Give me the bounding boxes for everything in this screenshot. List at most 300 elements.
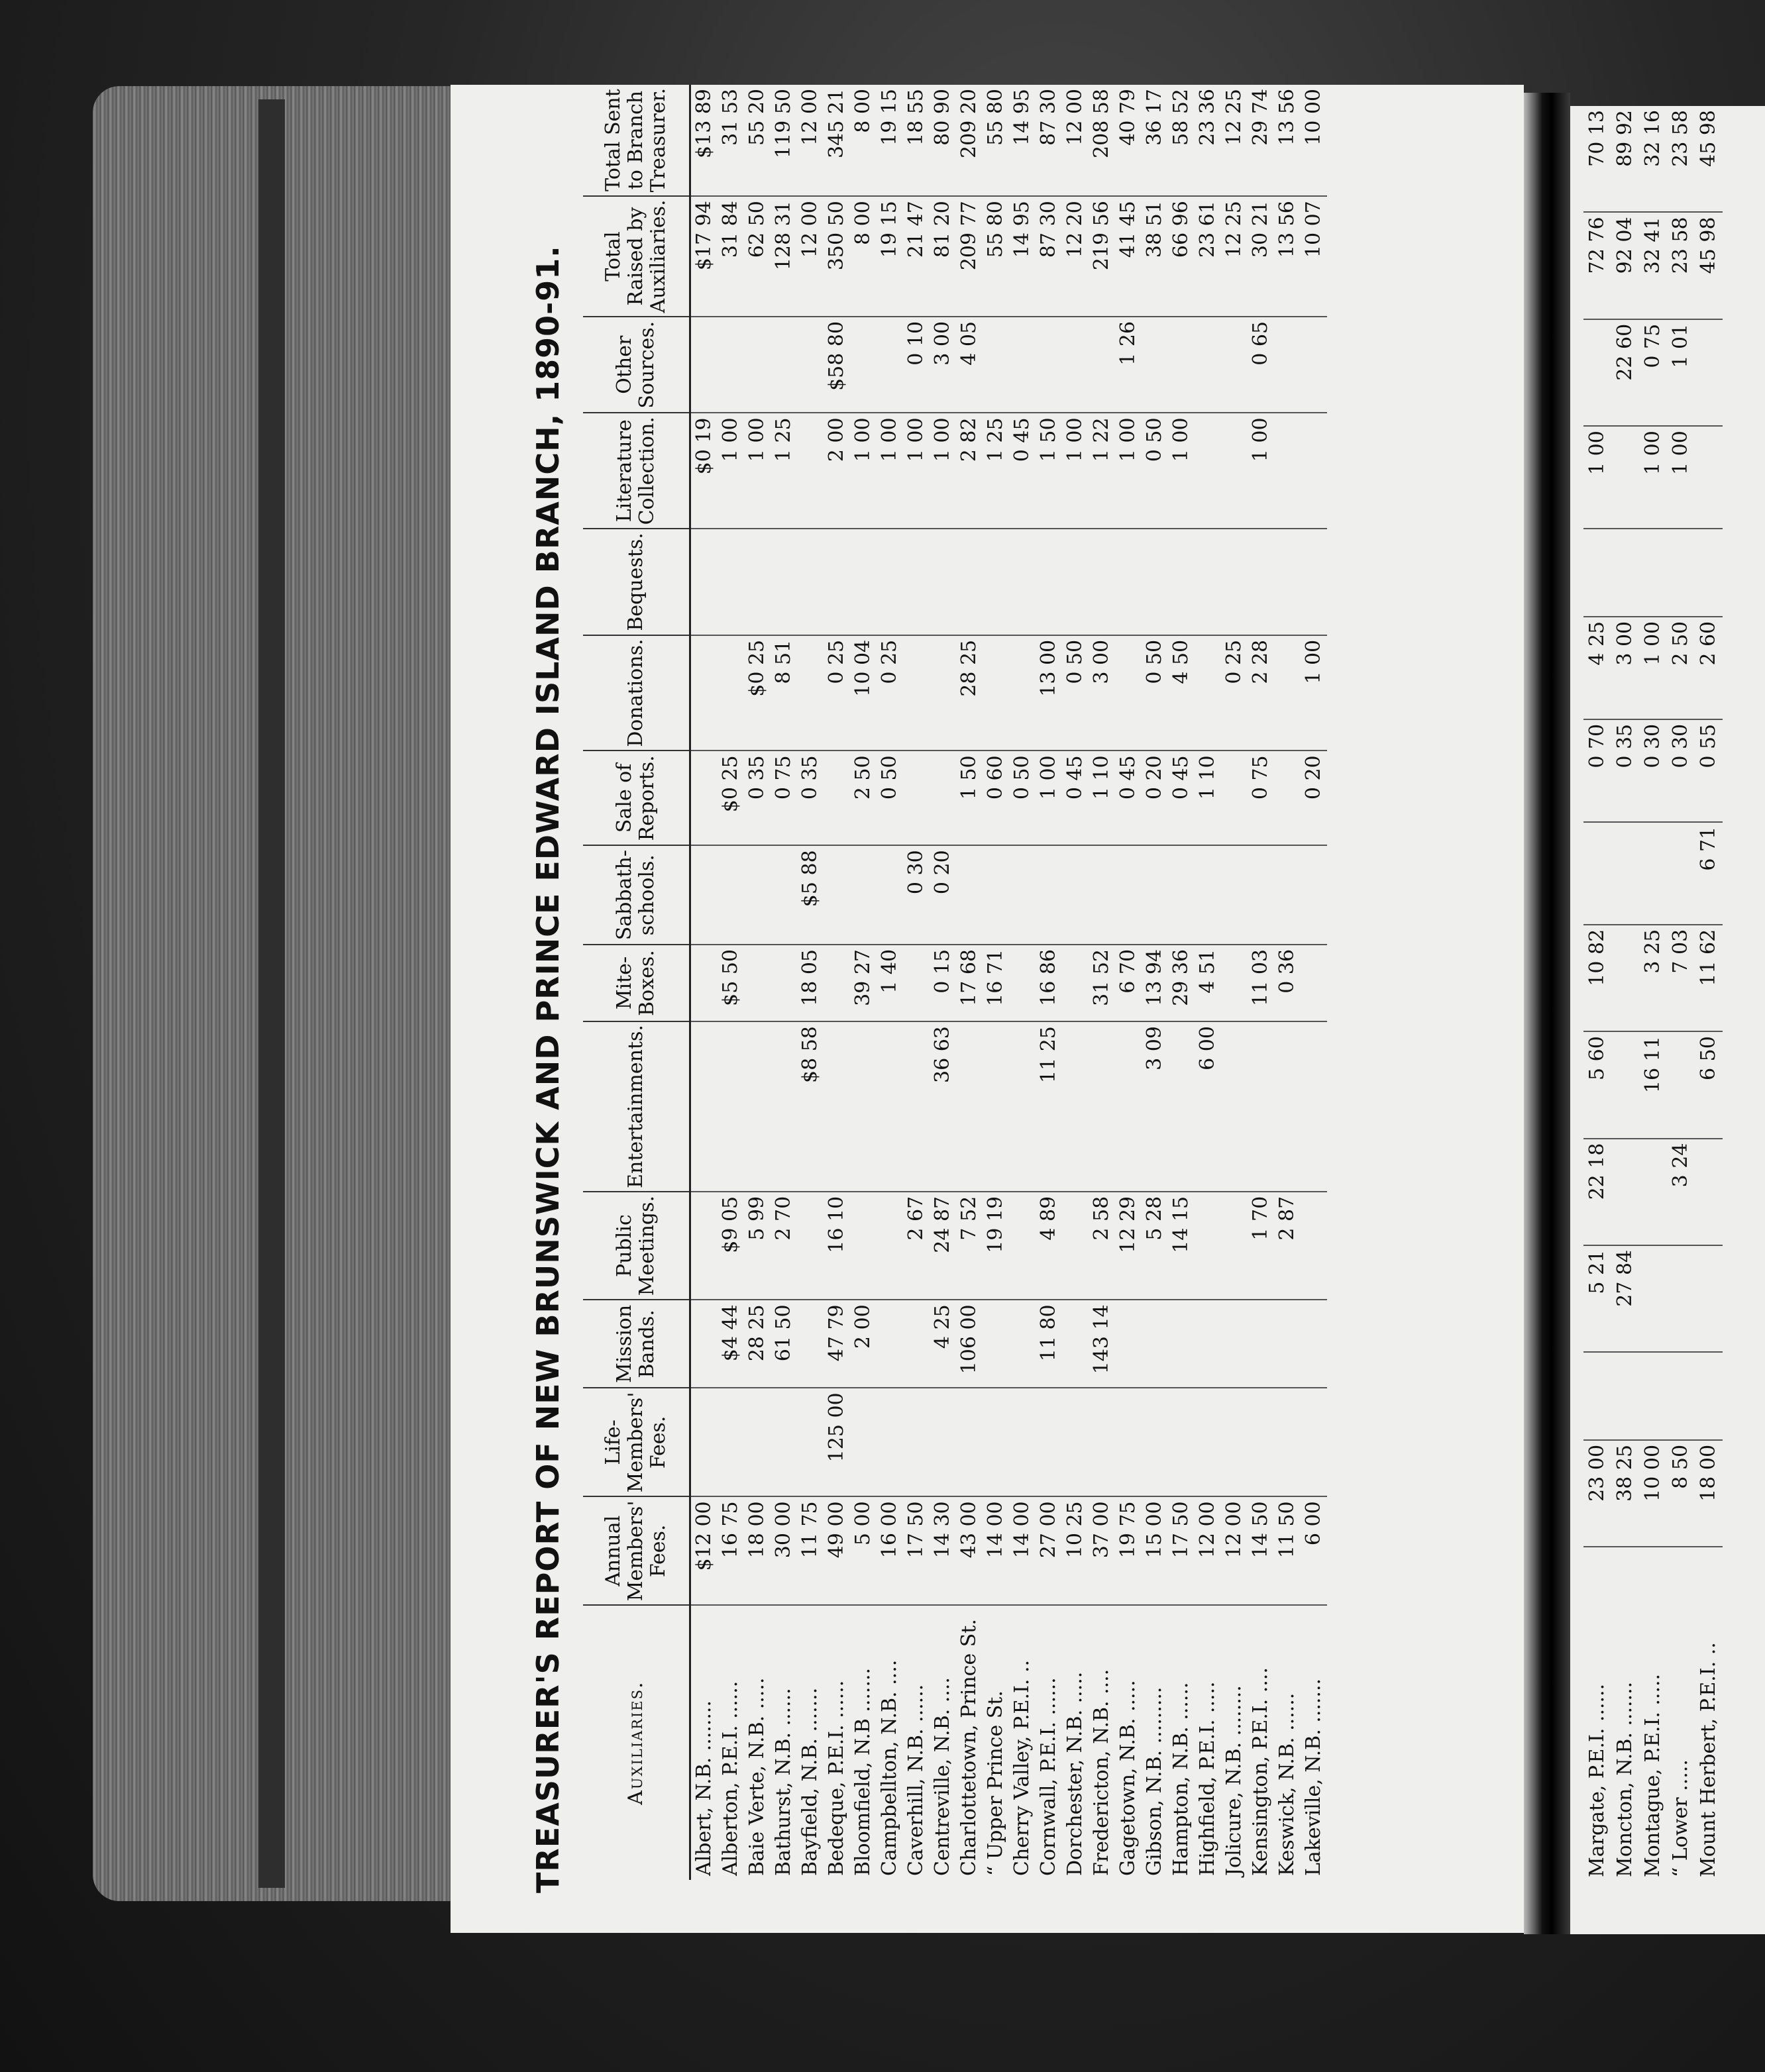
- amount-cell: 4 50: [1168, 635, 1195, 751]
- amount-cell: 21 47: [903, 196, 930, 317]
- amount-cell: [1089, 1388, 1115, 1496]
- amount-cell: [877, 1192, 903, 1300]
- amount-cell: [1195, 529, 1221, 635]
- amount-cell: 0 25: [824, 635, 850, 751]
- amount-cell: 0 70: [1583, 719, 1611, 822]
- column-header: Literature Collection.: [583, 413, 690, 529]
- amount-cell: 55 20: [744, 85, 771, 196]
- amount-cell: 12 00: [1221, 1496, 1248, 1605]
- amount-cell: [1009, 845, 1036, 945]
- amount-cell: [744, 1388, 771, 1496]
- amount-cell: [1695, 426, 1723, 529]
- amount-cell: 17 68: [956, 945, 983, 1021]
- table-row: [1639, 106, 1667, 1881]
- amount-cell: [1611, 529, 1639, 617]
- amount-cell: [903, 751, 930, 845]
- amount-cell: 19 75: [1115, 1496, 1142, 1605]
- amount-cell: [1221, 751, 1248, 845]
- amount-cell: [1274, 317, 1301, 413]
- amount-cell: 8 50: [1667, 1440, 1695, 1547]
- amount-cell: [1611, 822, 1639, 925]
- amount-cell: [797, 635, 824, 751]
- amount-cell: [1221, 1300, 1248, 1388]
- amount-cell: 22 60: [1611, 319, 1639, 426]
- amount-cell: 40 79: [1115, 85, 1142, 196]
- amount-cell: 23 61: [1195, 196, 1221, 317]
- auxiliary-name-cell: Gibson, N.B. .........: [1143, 1686, 1166, 1876]
- auxiliary-name-cell: Cherry Valley, P.E.I. ..: [1010, 1659, 1034, 1876]
- amount-cell: [824, 945, 850, 1021]
- amount-cell: 66 96: [1168, 196, 1195, 317]
- amount-cell: 37 00: [1089, 1496, 1115, 1605]
- amount-cell: [1274, 635, 1301, 751]
- amount-cell: 41 45: [1115, 196, 1142, 317]
- amount-cell: [903, 945, 930, 1021]
- table-row: [1142, 85, 1168, 1880]
- amount-cell: 10 25: [1062, 1496, 1089, 1605]
- table-body: [690, 85, 1328, 1880]
- amount-cell: 43 00: [956, 1496, 983, 1605]
- auxiliary-name-cell: Lakeville, N.B. .......: [1302, 1678, 1325, 1876]
- amount-cell: 23 00: [1583, 1440, 1611, 1547]
- amount-cell: [983, 845, 1009, 945]
- amount-cell: 12 25: [1221, 85, 1248, 196]
- table-row: [930, 85, 956, 1880]
- amount-cell: [1695, 319, 1723, 426]
- amount-cell: [1695, 1352, 1723, 1440]
- table-row: [1667, 106, 1695, 1881]
- amount-cell: $12 00: [690, 1496, 718, 1605]
- amount-cell: [1036, 845, 1062, 945]
- amount-cell: [983, 317, 1009, 413]
- amount-cell: [877, 1021, 903, 1192]
- amount-cell: 125 00: [824, 1388, 850, 1496]
- amount-cell: [1089, 317, 1115, 413]
- auxiliary-name-cell: Campbellton, N.B. ....: [878, 1659, 901, 1876]
- amount-cell: 10 04: [850, 635, 877, 751]
- amount-cell: 36 63: [930, 1021, 956, 1192]
- amount-cell: [1062, 1300, 1089, 1388]
- auxiliary-name-cell: Margate, P.E.I. ......: [1585, 1683, 1609, 1877]
- amount-cell: [1667, 1031, 1695, 1138]
- amount-cell: [1695, 1139, 1723, 1245]
- amount-cell: [903, 1021, 930, 1192]
- amount-cell: 2 67: [903, 1192, 930, 1300]
- amount-cell: [744, 1021, 771, 1192]
- amount-cell: [1583, 529, 1611, 617]
- auxiliary-name-cell: Alberton, P.E.I. ......: [719, 1681, 742, 1876]
- table-row: [824, 85, 850, 1880]
- amount-cell: 12 25: [1221, 196, 1248, 317]
- amount-cell: [1195, 1192, 1221, 1300]
- amount-cell: 0 50: [1062, 635, 1089, 751]
- column-header: Other Sources.: [583, 317, 690, 413]
- amount-cell: [930, 1388, 956, 1496]
- amount-cell: [1009, 1388, 1036, 1496]
- amount-cell: 27 84: [1611, 1245, 1639, 1352]
- amount-cell: [1695, 529, 1723, 617]
- amount-cell: [1195, 635, 1221, 751]
- amount-cell: 5 60: [1583, 1031, 1611, 1138]
- amount-cell: [1667, 1245, 1695, 1352]
- amount-cell: [1611, 925, 1639, 1031]
- amount-cell: [850, 1388, 877, 1496]
- amount-cell: 7 03: [1667, 925, 1695, 1031]
- auxiliary-name-cell: Bathurst, N.B. ......: [772, 1688, 795, 1876]
- amount-cell: 80 90: [930, 85, 956, 196]
- amount-cell: 1 00: [1583, 426, 1611, 529]
- amount-cell: 128 31: [771, 196, 797, 317]
- table-row: [771, 85, 797, 1880]
- amount-cell: [690, 1300, 718, 1388]
- amount-cell: 3 00: [1611, 617, 1639, 719]
- amount-cell: [1583, 319, 1611, 426]
- amount-cell: 0 75: [1248, 751, 1274, 845]
- amount-cell: 15 00: [1142, 1496, 1168, 1605]
- amount-cell: 16 75: [718, 1496, 744, 1605]
- amount-cell: [930, 635, 956, 751]
- amount-cell: 106 00: [956, 1300, 983, 1388]
- amount-cell: 18 00: [744, 1496, 771, 1605]
- amount-cell: 0 15: [930, 945, 956, 1021]
- rotated-right-page-content: [1570, 106, 1765, 1934]
- amount-cell: 5 21: [1583, 1245, 1611, 1352]
- amount-cell: 0 20: [1142, 751, 1168, 845]
- amount-cell: [1301, 529, 1327, 635]
- amount-cell: 1 00: [1301, 635, 1327, 751]
- amount-cell: [824, 529, 850, 635]
- amount-cell: 70 13: [1583, 106, 1611, 212]
- amount-cell: 92 04: [1611, 212, 1639, 319]
- amount-cell: [956, 1021, 983, 1192]
- amount-cell: 0 65: [1248, 317, 1274, 413]
- auxiliary-name-cell: Montague, P.E.I. .....: [1641, 1673, 1664, 1877]
- auxiliary-name-cell: Mount Herbert, P.E.I. ..: [1697, 1642, 1720, 1877]
- amount-cell: [718, 1021, 744, 1192]
- amount-cell: [1274, 413, 1301, 529]
- amount-cell: $17 94: [690, 196, 718, 317]
- amount-cell: [1301, 945, 1327, 1021]
- auxiliary-name-cell: Fredericton, N.B. ....: [1090, 1669, 1113, 1876]
- amount-cell: 1 26: [1115, 317, 1142, 413]
- amount-cell: [1667, 822, 1695, 925]
- amount-cell: [797, 1388, 824, 1496]
- amount-cell: [1274, 1300, 1301, 1388]
- auxiliary-name-cell: Dorchester, N.B. .....: [1063, 1671, 1087, 1876]
- amount-cell: [1115, 635, 1142, 751]
- amount-cell: 2 00: [850, 1300, 877, 1388]
- amount-cell: 10 00: [1301, 85, 1327, 196]
- amount-cell: [1062, 1021, 1089, 1192]
- amount-cell: 11 80: [1036, 1300, 1062, 1388]
- amount-cell: [690, 1388, 718, 1496]
- amount-cell: 3 25: [1639, 925, 1667, 1031]
- amount-cell: [1583, 1352, 1611, 1440]
- amount-cell: 1 00: [930, 413, 956, 529]
- amount-cell: [1195, 1388, 1221, 1496]
- auxiliary-name-cell: Kensington, P.E.I. ....: [1249, 1667, 1272, 1876]
- amount-cell: 0 35: [797, 751, 824, 845]
- amount-cell: [1583, 822, 1611, 925]
- amount-cell: [1301, 413, 1327, 529]
- amount-cell: 14 00: [983, 1496, 1009, 1605]
- amount-cell: $9 05: [718, 1192, 744, 1300]
- amount-cell: 1 25: [771, 413, 797, 529]
- amount-cell: [1062, 1388, 1089, 1496]
- amount-cell: 12 00: [1195, 1496, 1221, 1605]
- amount-cell: [1062, 945, 1089, 1021]
- table-row: [1611, 106, 1639, 1881]
- amount-cell: 3 00: [1089, 635, 1115, 751]
- auxiliary-name-cell: Gagetown, N.B. .....: [1116, 1680, 1140, 1876]
- amount-cell: 0 30: [1667, 719, 1695, 822]
- amount-cell: 3 00: [930, 317, 956, 413]
- table-row: [1301, 85, 1327, 1880]
- table-row: [1248, 85, 1274, 1880]
- amount-cell: 55 80: [983, 196, 1009, 317]
- amount-cell: 1 50: [956, 751, 983, 845]
- amount-cell: [1115, 1388, 1142, 1496]
- amount-cell: 7 52: [956, 1192, 983, 1300]
- table-row: [1168, 85, 1195, 1880]
- amount-cell: [1168, 1388, 1195, 1496]
- auxiliary-name-cell: Centreville, N.B. ....: [931, 1677, 954, 1876]
- amount-cell: [718, 317, 744, 413]
- amount-cell: [1639, 1352, 1667, 1440]
- amount-cell: [718, 529, 744, 635]
- amount-cell: [771, 945, 797, 1021]
- column-header: Donations.: [583, 635, 690, 751]
- amount-cell: 23 58: [1667, 106, 1695, 212]
- amount-cell: [1009, 945, 1036, 1021]
- amount-cell: 0 20: [1301, 751, 1327, 845]
- amount-cell: [1142, 529, 1168, 635]
- amount-cell: [877, 1388, 903, 1496]
- auxiliary-name-cell: Baie Verte, N.B. .....: [745, 1677, 769, 1876]
- amount-cell: 4 25: [1583, 617, 1611, 719]
- amount-cell: [1036, 529, 1062, 635]
- amount-cell: 19 15: [877, 85, 903, 196]
- amount-cell: [1667, 529, 1695, 617]
- amount-cell: 87 30: [1036, 85, 1062, 196]
- amount-cell: 2 50: [1667, 617, 1695, 719]
- auxiliary-name-cell: Moncton, N.B. .......: [1613, 1681, 1636, 1877]
- amount-cell: 14 15: [1168, 1192, 1195, 1300]
- amount-cell: 29 36: [1168, 945, 1195, 1021]
- amount-cell: 2 00: [824, 413, 850, 529]
- amount-cell: 72 76: [1583, 212, 1611, 319]
- amount-cell: [1089, 529, 1115, 635]
- auxiliary-name-cell: Bayfield, N.B. .......: [798, 1687, 822, 1876]
- amount-cell: 2 50: [850, 751, 877, 845]
- amount-cell: 1 10: [1195, 751, 1221, 845]
- amount-cell: 0 50: [1009, 751, 1036, 845]
- amount-cell: [1168, 317, 1195, 413]
- amount-cell: [1301, 1388, 1327, 1496]
- amount-cell: [1062, 317, 1089, 413]
- amount-cell: 30 21: [1248, 196, 1274, 317]
- amount-cell: 1 00: [1168, 413, 1195, 529]
- amount-cell: 0 25: [1221, 635, 1248, 751]
- amount-cell: [824, 1021, 850, 1192]
- amount-cell: 4 05: [956, 317, 983, 413]
- amount-cell: 11 75: [797, 1496, 824, 1605]
- amount-cell: [903, 635, 930, 751]
- column-header: Mite-Boxes.: [583, 945, 690, 1021]
- amount-cell: [1036, 317, 1062, 413]
- amount-cell: 1 00: [1062, 413, 1089, 529]
- auxiliary-name-cell: Bloomfield, N.B .......: [851, 1667, 875, 1876]
- amount-cell: 0 20: [930, 845, 956, 945]
- amount-cell: [1062, 1192, 1089, 1300]
- amount-cell: [771, 1388, 797, 1496]
- amount-cell: 4 25: [930, 1300, 956, 1388]
- amount-cell: 2 60: [1695, 617, 1723, 719]
- amount-cell: 31 84: [718, 196, 744, 317]
- amount-cell: $58 80: [824, 317, 850, 413]
- amount-cell: [1221, 1021, 1248, 1192]
- amount-cell: 28 25: [744, 1300, 771, 1388]
- amount-cell: [1009, 1300, 1036, 1388]
- amount-cell: [718, 1388, 744, 1496]
- auxiliary-name-cell: Highfield, P.E.I. .....: [1196, 1681, 1219, 1876]
- amount-cell: 16 10: [824, 1192, 850, 1300]
- amount-cell: [1221, 413, 1248, 529]
- table-row: [1009, 85, 1036, 1880]
- amount-cell: 0 25: [877, 635, 903, 751]
- table-row: [903, 85, 930, 1880]
- amount-cell: 47 79: [824, 1300, 850, 1388]
- amount-cell: [1142, 1300, 1168, 1388]
- table-row: [1062, 85, 1089, 1880]
- amount-cell: 3 24: [1667, 1139, 1695, 1245]
- column-header: Auxiliaries.: [583, 1605, 690, 1880]
- amount-cell: [1142, 845, 1168, 945]
- amount-cell: [797, 529, 824, 635]
- amount-cell: 4 51: [1195, 945, 1221, 1021]
- amount-cell: [690, 845, 718, 945]
- amount-cell: [1301, 845, 1327, 945]
- amount-cell: [956, 1388, 983, 1496]
- amount-cell: 2 87: [1274, 1192, 1301, 1300]
- amount-cell: 23 58: [1667, 212, 1695, 319]
- amount-cell: [983, 1021, 1009, 1192]
- amount-cell: 0 55: [1695, 719, 1723, 822]
- auxiliary-name-cell: Albert, N.B. ........: [692, 1700, 716, 1876]
- amount-cell: [1195, 845, 1221, 945]
- amount-cell: [744, 945, 771, 1021]
- amount-cell: 14 50: [1248, 1496, 1274, 1605]
- auxiliary-name-cell: Bedeque, P.E.I. ......: [825, 1680, 848, 1876]
- auxiliary-name-cell: Charlottetown, Prince St.: [957, 1619, 981, 1876]
- amount-cell: 8 00: [850, 85, 877, 196]
- amount-cell: 1 00: [1639, 617, 1667, 719]
- amount-cell: [718, 845, 744, 945]
- amount-cell: $5 50: [718, 945, 744, 1021]
- amount-cell: [1248, 845, 1274, 945]
- continued-table-body: [1583, 106, 1723, 1881]
- amount-cell: [690, 751, 718, 845]
- amount-cell: [1168, 1300, 1195, 1388]
- auxiliary-name-cell: Caverhill, N.B. ......: [904, 1684, 928, 1876]
- amount-cell: [1115, 1300, 1142, 1388]
- column-header: Bequests.: [583, 529, 690, 635]
- amount-cell: [1611, 1352, 1639, 1440]
- amount-cell: 8 00: [850, 196, 877, 317]
- amount-cell: 45 98: [1695, 212, 1723, 319]
- amount-cell: 12 00: [797, 196, 824, 317]
- amount-cell: 208 58: [1089, 85, 1115, 196]
- amount-cell: 0 75: [1639, 319, 1667, 426]
- amount-cell: [903, 1388, 930, 1496]
- auxiliary-name-cell: Jolicure, N.B. ........: [1222, 1685, 1246, 1876]
- amount-cell: [903, 529, 930, 635]
- column-header: Entertainments.: [583, 1021, 690, 1192]
- amount-cell: 0 35: [744, 751, 771, 845]
- column-header: Total Sent to Branch Treasurer.: [583, 85, 690, 196]
- amount-cell: [1639, 529, 1667, 617]
- amount-cell: 143 14: [1089, 1300, 1115, 1388]
- amount-cell: 0 30: [1639, 719, 1667, 822]
- amount-cell: [1248, 1021, 1274, 1192]
- amount-cell: 12 00: [1062, 85, 1089, 196]
- amount-cell: [956, 529, 983, 635]
- amount-cell: 61 50: [771, 1300, 797, 1388]
- amount-cell: 1 00: [1115, 413, 1142, 529]
- amount-cell: 36 17: [1142, 85, 1168, 196]
- amount-cell: [1195, 317, 1221, 413]
- amount-cell: 0 50: [1142, 413, 1168, 529]
- amount-cell: 1 10: [1089, 751, 1115, 845]
- amount-cell: 17 50: [1168, 1496, 1195, 1605]
- amount-cell: [850, 1021, 877, 1192]
- amount-cell: [744, 845, 771, 945]
- amount-cell: 18 05: [797, 945, 824, 1021]
- amount-cell: [850, 317, 877, 413]
- amount-cell: 0 36: [1274, 945, 1301, 1021]
- amount-cell: [930, 751, 956, 845]
- amount-cell: [1168, 529, 1195, 635]
- amount-cell: 209 20: [956, 85, 983, 196]
- amount-cell: 19 19: [983, 1192, 1009, 1300]
- amount-cell: [1009, 529, 1036, 635]
- amount-cell: [983, 635, 1009, 751]
- amount-cell: 2 82: [956, 413, 983, 529]
- amount-cell: [797, 317, 824, 413]
- amount-cell: [1301, 1021, 1327, 1192]
- amount-cell: 219 56: [1089, 196, 1115, 317]
- amount-cell: 11 62: [1695, 925, 1723, 1031]
- amount-cell: [1062, 529, 1089, 635]
- amount-cell: 39 27: [850, 945, 877, 1021]
- amount-cell: [983, 529, 1009, 635]
- amount-cell: 6 00: [1301, 1496, 1327, 1605]
- amount-cell: 29 74: [1248, 85, 1274, 196]
- amount-cell: 0 10: [903, 317, 930, 413]
- amount-cell: [1248, 1388, 1274, 1496]
- auxiliary-name-cell: “ Lower .....: [1669, 1759, 1692, 1877]
- column-header: Sabbath-schools.: [583, 845, 690, 945]
- amount-cell: [1221, 529, 1248, 635]
- amount-cell: [1142, 317, 1168, 413]
- amount-cell: [718, 635, 744, 751]
- amount-cell: [1248, 529, 1274, 635]
- amount-cell: 16 11: [1639, 1031, 1667, 1138]
- amount-cell: 81 20: [930, 196, 956, 317]
- amount-cell: 11 50: [1274, 1496, 1301, 1605]
- amount-cell: 0 60: [983, 751, 1009, 845]
- amount-cell: [1115, 529, 1142, 635]
